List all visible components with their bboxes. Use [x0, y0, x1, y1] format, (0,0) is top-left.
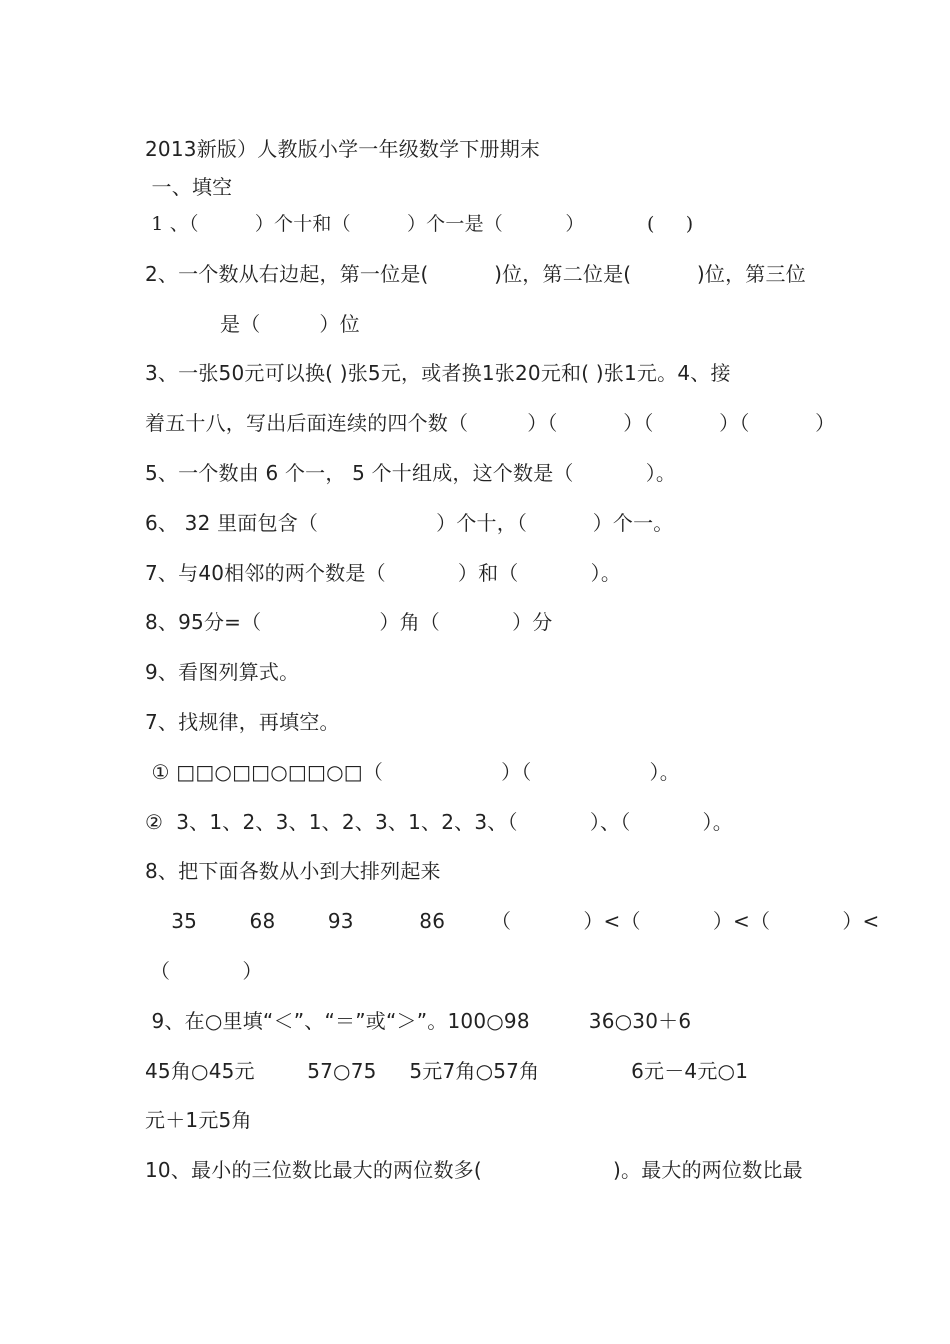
- question-8b: 8、把下面各数从小到大排列起来: [145, 859, 441, 883]
- section-heading: 一、填空: [145, 175, 233, 199]
- question-9b-line-2: 45角○45元 57○75 5元7角○57角 6元－4元○1: [145, 1059, 749, 1083]
- question-9b-line-1: 9、在○里填“＜”、“＝”或“＞”。100○98 36○30＋6: [145, 1009, 692, 1033]
- question-2-line-2: 是（ ）位: [220, 312, 360, 336]
- document-title: 2013新版）人教版小学一年级数学下册期末: [145, 137, 541, 161]
- question-4-line-2: 着五十八，写出后面连续的四个数（ ）（ ）（ ）（ ）: [145, 411, 836, 435]
- question-6: 6、 32 里面包含（ ）个十，（ ）个一。: [145, 511, 674, 535]
- question-1: 1 、（ ）个十和（ ）个一是（ ） ( ): [145, 213, 694, 235]
- question-9: 9、看图列算式。: [145, 660, 300, 684]
- question-8: 8、95分=（ ）角（ ）分: [145, 610, 553, 634]
- question-2-line-1: 2、一个数从右边起，第一位是( )位，第二位是( )位，第三位: [145, 262, 806, 286]
- question-3-line-1: 3、一张50元可以换( )张5元，或者换1张20元和( )张1元。4、接: [145, 361, 731, 385]
- pattern-1: ① □□○□□○□□○□（ ）（ ）。: [145, 760, 680, 784]
- question-10: 10、最小的三位数比最大的两位数多( )。最大的两位数比最: [145, 1158, 803, 1182]
- question-7b: 7、找规律，再填空。: [145, 710, 340, 734]
- question-7: 7、与40相邻的两个数是（ ）和（ ）。: [145, 561, 622, 585]
- pattern-2: ② 3、1、2、3、1、2、3、1、2、3、（ ）、（ ）。: [145, 810, 733, 834]
- question-9b-line-3: 元＋1元5角: [145, 1108, 252, 1132]
- ordering-last-blank: （ ）: [150, 959, 263, 983]
- question-5: 5、一个数由 6 个一， 5 个十组成，这个数是（ ）。: [145, 461, 677, 485]
- ordering-numbers: 35 68 93 86 （ ）<（ ）<（ ）<: [145, 909, 880, 933]
